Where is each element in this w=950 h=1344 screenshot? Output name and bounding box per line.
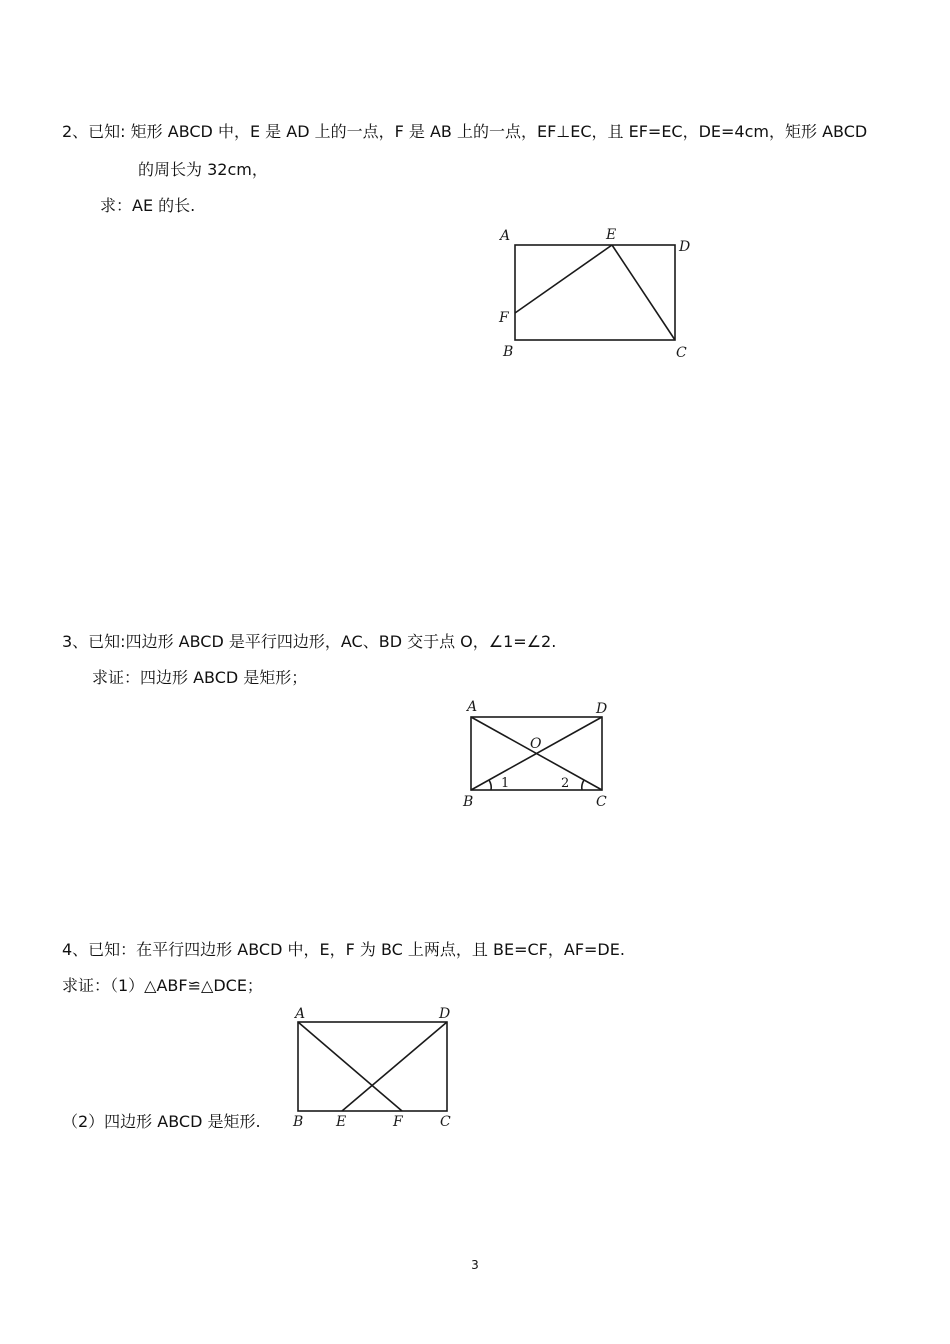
label-b: B <box>503 344 514 360</box>
segment-af <box>298 1022 402 1111</box>
label-e: E <box>336 1114 347 1130</box>
problem-3-figure <box>455 695 625 815</box>
problem-2-statement-line-2: 的周长为 32cm， <box>138 160 268 179</box>
rectangle-abcd <box>298 1022 447 1111</box>
problem-4-prove-part-1: 求证：（1）△ABF≌△DCE； <box>62 976 263 995</box>
label-b: B <box>293 1114 304 1130</box>
label-d: D <box>596 701 608 717</box>
label-c: C <box>596 794 607 810</box>
segment-ef <box>515 245 612 313</box>
segment-de <box>342 1022 447 1111</box>
label-b: B <box>463 794 474 810</box>
problem-3-prove: 求证：四边形 ABCD 是矩形； <box>92 668 308 687</box>
label-d: D <box>679 239 691 255</box>
page-number: 3 <box>471 1258 479 1272</box>
problem-4-figure <box>285 1002 465 1137</box>
problem-2-statement-line-1: 2、已知: 矩形 ABCD 中，E 是 AD 上的一点，F 是 AB 上的一点，EF⊥EC，且 EF=EC，DE=4cm，矩形 ABCD <box>62 122 868 141</box>
problem-2-figure <box>490 222 710 367</box>
label-o: O <box>530 736 542 752</box>
label-angle-2: 2 <box>561 776 570 791</box>
label-a: A <box>467 699 478 715</box>
rectangle-abcd <box>515 245 675 340</box>
label-f: F <box>499 310 509 326</box>
label-a: A <box>295 1006 306 1022</box>
label-f: F <box>393 1114 403 1130</box>
label-c: C <box>676 345 687 361</box>
angle-2-arc <box>582 780 584 790</box>
label-e: E <box>606 227 617 243</box>
problem-3-statement: 3、已知:四边形 ABCD 是平行四边形，AC、BD 交于点 O，∠1=∠2. <box>62 632 557 651</box>
problem-2-question: 求：AE 的长. <box>100 196 196 215</box>
problem-4-prove-part-2: （2）四边形 ABCD 是矩形. <box>62 1112 261 1131</box>
segment-ec <box>612 245 675 340</box>
label-c: C <box>440 1114 451 1130</box>
angle-1-arc <box>489 780 491 790</box>
label-d: D <box>439 1006 451 1022</box>
problem-4-statement: 4、已知：在平行四边形 ABCD 中，E，F 为 BC 上两点，且 BE=CF，AF=DE. <box>62 940 625 959</box>
label-angle-1: 1 <box>501 776 510 791</box>
label-a: A <box>500 228 511 244</box>
